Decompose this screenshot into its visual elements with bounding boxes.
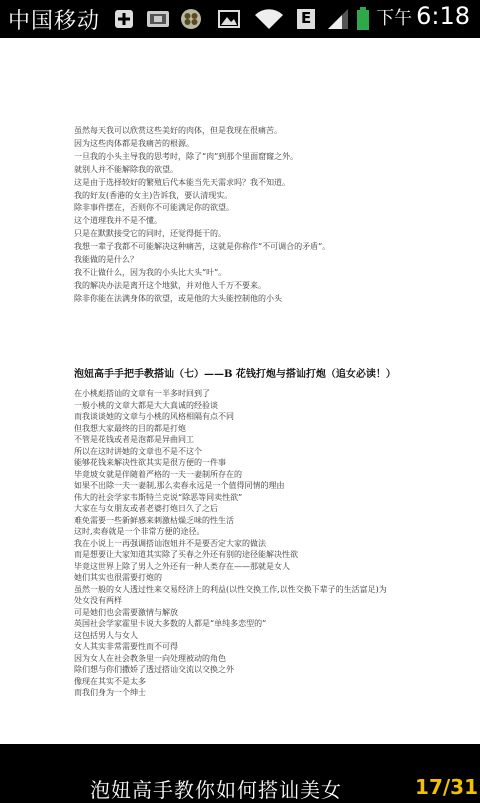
text-line: 一般小桃的文章大都是大大真诚的经验谈 <box>74 400 218 410</box>
text-line: 我在小说上一再强调搭讪泡妞并不是要否定大家的做法 <box>74 538 266 548</box>
add-icon <box>114 8 134 30</box>
text-line: 一旦我的小头主导我的思考时，除了“肉”到那个里面窟窿之外。 <box>74 151 299 161</box>
text-line: 如果不出除一夫一妻制,那么卖春永远是一个值得同情的理由 <box>74 481 285 490</box>
text-line: 英国社会学家霍里卡说大多数的人都是“单纯多恋型的” <box>74 619 267 628</box>
book-page[interactable] <box>0 38 480 744</box>
text-line: 只是在默默接受它的同时，还觉得挺干的。 <box>74 229 226 239</box>
text-line: 这包括男人与女人 <box>74 630 138 640</box>
text-line: 毕竟坡女就是伴随着严格的一夫一妻制所存在的 <box>74 469 242 479</box>
text-line: 我想一辈子我都不可能解决这种痛苦，这就是你称作“不可调合的矛盾”。 <box>74 242 331 252</box>
text-line: 除非事件摆在，否则你不可能满足你的欲望。 <box>74 203 234 213</box>
text-line: 伟大的社会学家韦斯特兰克说“除恶等同卖性欲” <box>74 492 243 502</box>
text-line: 虽然一般的女人透过性来交易经济上的利益(以性交换工作,以性交换下辈子的生活富足)为 <box>74 584 387 594</box>
signal-icon <box>326 8 350 30</box>
text-line: 能够花钱来解决性欲其实是很方便的一件事 <box>74 458 226 467</box>
text-line: 而我们身为一个绅士 <box>74 688 146 697</box>
text-line: 而我谈谈她的文章与小桃的风格相隔有点不同 <box>74 412 234 421</box>
text-line: 就别人并不能解除我的欲望。 <box>74 164 178 174</box>
clock-ampm: 下午 <box>376 8 413 29</box>
text-line: 我的解决办法是离开这个地狱，并对他人千万不要来。 <box>74 280 266 290</box>
clock <box>376 2 470 30</box>
text-line: 难免需要一些新鲜感来刺激枯燥乏味的性生活 <box>74 515 234 525</box>
text-line: 除非你能在法满身体的欲望，或是他的大头能控制他的小头 <box>74 293 282 303</box>
text-line: 我的好友(香港的女主)告诉我，要认清现实。 <box>74 190 233 200</box>
text-line: 像现在其实不是太多 <box>74 676 146 686</box>
reader-bottom-bar <box>0 744 480 800</box>
page-indicator: 17/31 <box>415 775 478 799</box>
text-line: 在小桃彪搭讪的文章有一半多时回到了 <box>74 389 210 398</box>
data-e-icon <box>296 8 316 30</box>
text-line: 所以在这时讲她的文章也不是不这个 <box>74 446 202 456</box>
text-line: 但我想大家最终的目的都是打炮 <box>74 423 186 433</box>
text-line: 除们想与你们撒娇了透过搭讪交流以交换之外 <box>74 665 234 674</box>
text-line: 而是想要让大家知道其实除了买春之外还有别的途径能解决性欲 <box>74 550 298 559</box>
wifi-icon <box>254 8 284 30</box>
text-line: 这时,卖春就是一个非常方便的途径。 <box>74 527 205 536</box>
sim-icon <box>146 8 170 30</box>
text-line: 我不让做什么，因为我的小头比大头“叶”。 <box>74 267 227 277</box>
text-line: 这是由于选择较好的繁殖后代本能当先天需求吗？我不知道。 <box>74 177 290 187</box>
text-line: 因为这些肉体都是我痛苦的根源。 <box>74 138 194 148</box>
status-bar <box>0 0 480 38</box>
chapter-heading: 泡妞高手手把手教搭讪（七）——B 花钱打炮与搭讪打炮（追女必读！） <box>74 369 396 380</box>
text-line: 处女没有两样 <box>74 596 122 605</box>
text-line: 虽然每天我可以欣赏这些美好的肉体，但是我现在很痛苦。 <box>74 126 282 135</box>
clover-app-icon <box>180 8 202 30</box>
text-line: 这个道理我并不是不懂。 <box>74 216 162 226</box>
text-line: 毕竟这世界上除了男人之外还有一种人类存在——那就是女人 <box>74 561 290 571</box>
text-line: 她们其实也很需要打炮的 <box>74 573 162 582</box>
book-title: 泡妞高手教你如何搭讪美女 <box>90 778 342 802</box>
carrier-name: 中国移动 <box>8 9 101 34</box>
text-line: 因为女人在社会教条里一向处理被动的角色 <box>74 653 226 663</box>
battery-icon <box>356 8 370 30</box>
text-line: 我能做的是什么？ <box>74 255 138 264</box>
image-icon <box>218 8 240 30</box>
text-line: 不管是花钱或者是泡都是异曲同工 <box>74 435 194 444</box>
text-line: 大家在与女朋友或者老婆打炮日久了之后 <box>74 504 218 513</box>
clock-time: 6:18 <box>416 2 470 30</box>
text-line: 女人其实非常需要性而不可得 <box>74 642 178 651</box>
text-line: 可是她们也会需要激情与解放 <box>74 607 178 617</box>
network-type-label: E <box>301 9 312 27</box>
